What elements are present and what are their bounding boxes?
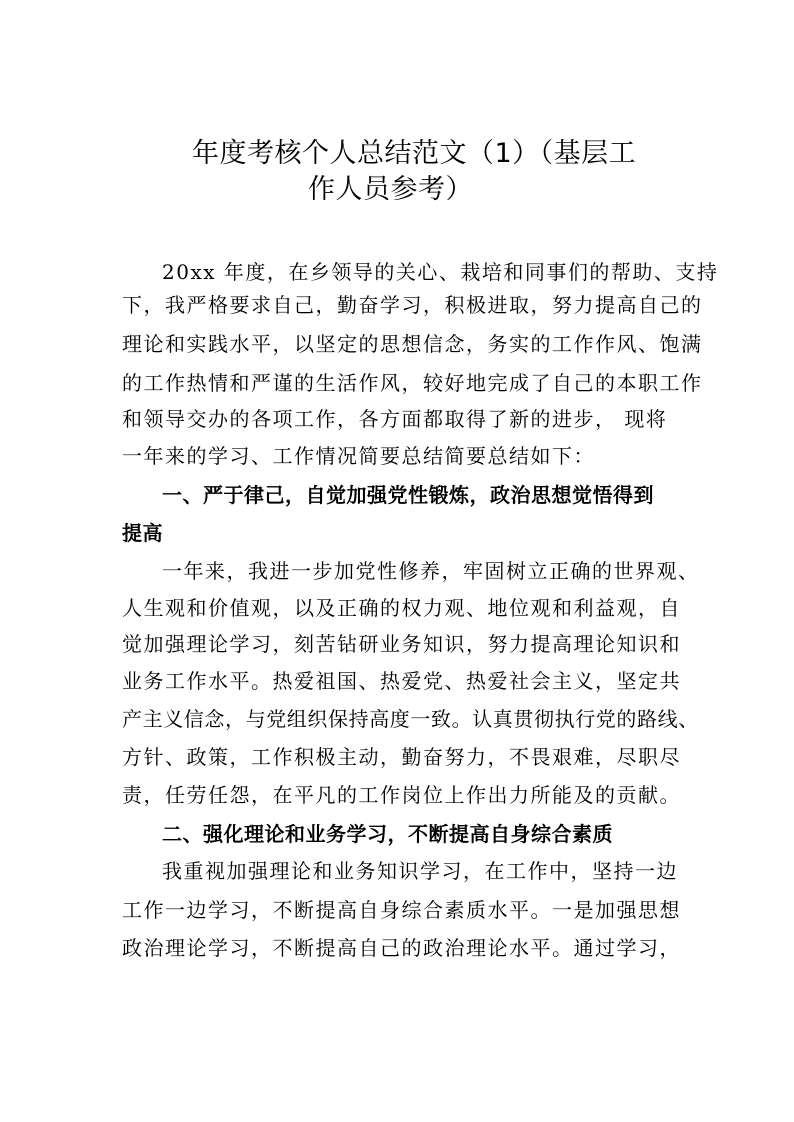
intro-line: 下，我严格要求自己，勤奋学习，积极进取，努力提高自己的: [122, 293, 703, 317]
intro-line: 一年来的学习、工作情况简要总结简要总结如下：: [122, 444, 595, 468]
section-1-line: 一年来，我进一步加党性修养，牢固树立正确的世界观、: [162, 559, 700, 583]
intro-line: 的工作热情和严谨的生活作风，较好地完成了自己的本职工作: [122, 371, 703, 395]
section-1-line: 人生观和价值观，以及正确的权力观、地位观和利益观，自: [122, 596, 681, 620]
section-1-line: 责，任劳任怨，在平凡的工作岗位上作出力所能及的贡献。: [122, 783, 681, 807]
intro-line: 和领导交办的各项工作，各方面都取得了新的进步， 现将: [122, 407, 668, 431]
section-1-line: 方针、政策，工作积极主动，勤奋努力，不畏艰难，尽职尽: [122, 745, 681, 769]
intro-line: 理论和实践水平，以坚定的思想信念，务实的工作作风、饱满: [122, 332, 703, 356]
section-1-line: 产主义信念，与党组织保持高度一致。认真贯彻执行党的路线、: [122, 707, 699, 731]
section-1-heading: 一、严于律己，自觉加强党性锻炼，政治思想觉悟得到: [162, 483, 654, 507]
document-title-line-1: 年度考核个人总结范文（1）（基层工: [192, 138, 637, 169]
intro-line: 20xx 年度，在乡领导的关心、栽培和同事们的帮助、支持: [162, 260, 719, 284]
section-2-line: 我重视加强理论和业务知识学习，在工作中，坚持一边: [162, 859, 678, 883]
section-1-line: 业务工作水平。热爱祖国、热爱党、热爱社会主义，坚定共: [122, 669, 681, 693]
document-title-line-2: 作人员参考）: [308, 174, 473, 205]
section-1-line: 觉加强理论学习，刻苦钻研业务知识，努力提高理论知识和: [122, 632, 681, 656]
section-2-heading: 二、强化理论和业务学习，不断提高自身综合素质: [162, 822, 613, 846]
section-1-heading-continued: 提高: [122, 521, 163, 545]
section-2-line: 政治理论学习，不断提高自己的政治理论水平。通过学习，: [122, 936, 681, 960]
section-2-line: 工作一边学习，不断提高自身综合素质水平。一是加强思想: [122, 898, 681, 922]
